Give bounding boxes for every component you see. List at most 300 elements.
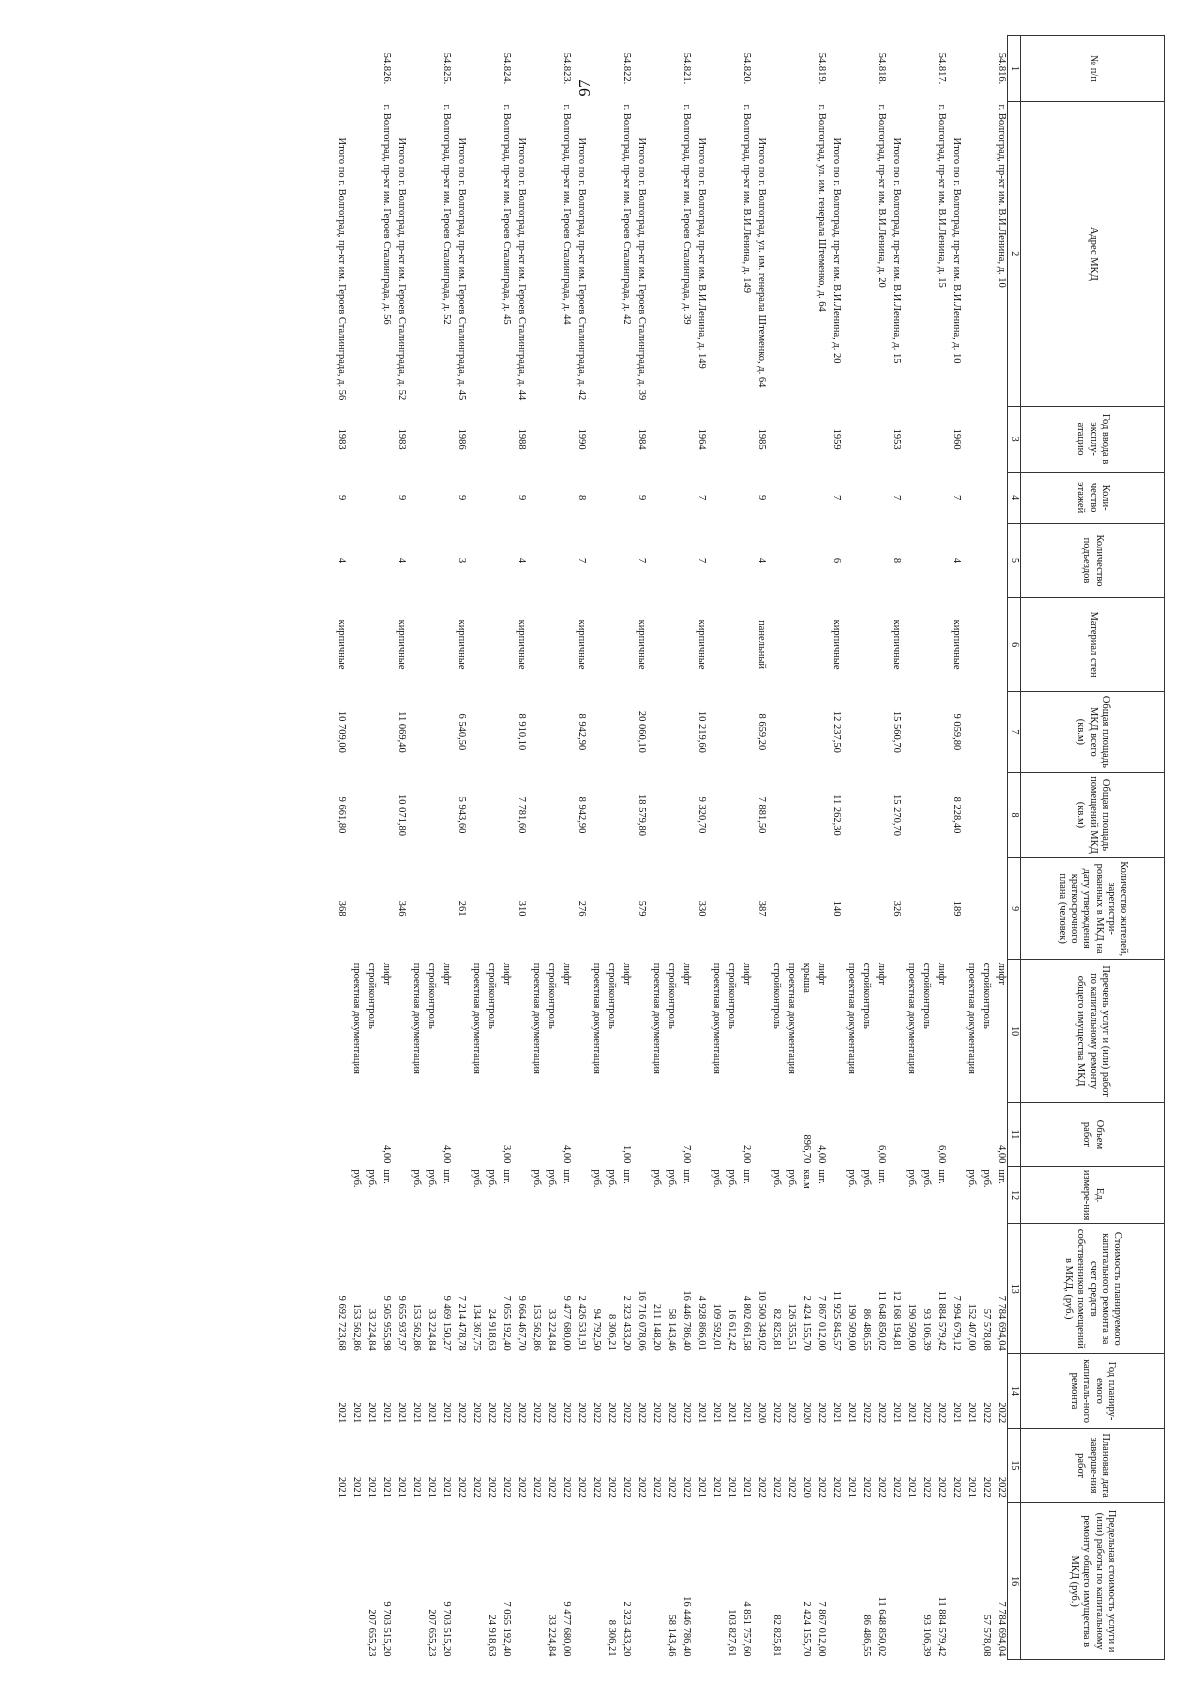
cost-cell: 7 055 192,40: [501, 1295, 512, 1351]
address-cell: г. Волгоград, пр-кт им. Героев Сталинграда, д. 44: [561, 104, 572, 325]
work-type-cell: [332, 960, 347, 1103]
completion-year-cell: 2022: [636, 1476, 647, 1498]
table-row: [842, 36, 857, 1660]
table-row: [662, 36, 677, 1660]
row-number: [332, 36, 347, 102]
work-type-cell: стройконтроль: [666, 962, 677, 1029]
row-number: [647, 36, 662, 102]
completion-year-cell: 2022: [456, 1476, 467, 1498]
limit-cost-cell: 9 703 515,20: [381, 1601, 392, 1657]
unit-cell: руб.: [426, 1169, 437, 1188]
address-cell: [482, 102, 497, 407]
completion-year-cell: 2021: [411, 1476, 422, 1498]
limit-cost-cell: [632, 1503, 647, 1660]
completion-year-cell: 2020: [801, 1476, 812, 1498]
limit-cost-cell: 7 867 012,00: [816, 1601, 827, 1657]
completion-year-cell: 2021: [726, 1476, 737, 1498]
table-total-row: [332, 36, 347, 1660]
premises-area-cell: 10 071,80: [396, 793, 407, 836]
entrances-cell: [662, 523, 677, 598]
unit-cell: шт.: [441, 1169, 452, 1184]
wall-material-cell: [677, 598, 692, 692]
cost-cell: 7 784 694,04: [996, 1295, 1007, 1351]
entrances-cell: 7: [636, 557, 647, 564]
limit-cost-cell: [527, 1503, 542, 1660]
column-number: 15: [1008, 1428, 1021, 1503]
total-area-cell: 12 237,50: [831, 710, 842, 753]
floors-cell: [842, 472, 857, 523]
residents-cell: [527, 858, 542, 960]
entrances-cell: 4: [951, 557, 962, 564]
floors-cell: [347, 472, 362, 523]
premises-area-cell: [662, 772, 677, 857]
residents-cell: [992, 858, 1008, 960]
floors-cell: [467, 472, 482, 523]
work-volume-cell: 2,00: [741, 1144, 752, 1164]
year-cell: [467, 406, 482, 472]
year-cell: [902, 406, 917, 472]
unit-cell: руб.: [771, 1169, 782, 1188]
cost-cell: 16 612,42: [726, 1308, 737, 1351]
repair-year-cell: 2022: [636, 1402, 647, 1424]
address-cell: [797, 102, 812, 407]
work-volume-cell: [662, 1102, 677, 1166]
limit-cost-cell: 24 918,63: [486, 1614, 497, 1657]
cost-cell: 2 424 155,70: [801, 1295, 812, 1351]
work-type-cell: проектная документация: [411, 962, 422, 1074]
cost-cell: 24 918,63: [486, 1308, 497, 1351]
row-number: [512, 36, 527, 102]
year-cell: 1983: [396, 428, 407, 450]
table-row: [422, 36, 437, 1660]
repair-year-cell: 2022: [681, 1402, 692, 1424]
work-volume-cell: 7,00: [681, 1144, 692, 1164]
premises-area-cell: [812, 772, 827, 857]
unit-cell: шт.: [381, 1169, 392, 1184]
row-number: 54.823.: [561, 52, 572, 85]
work-volume-cell: [392, 1102, 407, 1166]
address-cell: [917, 102, 932, 407]
completion-year-cell: 2021: [966, 1476, 977, 1498]
year-cell: [377, 406, 392, 472]
row-number: [782, 36, 797, 102]
address-cell: [362, 102, 377, 407]
floors-cell: 7: [831, 495, 842, 501]
cost-cell: 16 446 786,40: [681, 1290, 692, 1351]
limit-cost-cell: [707, 1503, 722, 1660]
completion-year-cell: 2022: [621, 1476, 632, 1498]
row-number: 54.825.: [441, 52, 452, 85]
limit-cost-cell: [842, 1503, 857, 1660]
table-row: [902, 36, 917, 1660]
total-area-cell: [617, 691, 632, 772]
work-volume-cell: [842, 1102, 857, 1166]
work-volume-cell: [347, 1102, 362, 1166]
residents-cell: [842, 858, 857, 960]
year-cell: [677, 406, 692, 472]
entrances-cell: [347, 523, 362, 598]
entrances-cell: [782, 523, 797, 598]
table-row: [437, 36, 452, 1660]
total-area-cell: [812, 691, 827, 772]
work-type-cell: [887, 960, 902, 1103]
cost-cell: 8 306,21: [606, 1314, 617, 1351]
unit-cell: [632, 1166, 647, 1224]
repair-year-cell: 2022: [501, 1402, 512, 1424]
total-area-cell: 8 659,20: [756, 713, 767, 751]
limit-cost-cell: 82 825,81: [771, 1614, 782, 1657]
year-cell: [422, 406, 437, 472]
row-number: [572, 36, 587, 102]
floors-cell: [602, 472, 617, 523]
cost-cell: 11 884 579,42: [936, 1290, 947, 1351]
unit-cell: руб.: [921, 1169, 932, 1188]
work-volume-cell: [587, 1102, 602, 1166]
header-cell: Перечень услуг и (или) работ по капитальному ремонту общего имущества МКД: [1021, 960, 1165, 1103]
residents-cell: [467, 858, 482, 960]
table-row: [797, 36, 812, 1660]
year-cell: [962, 406, 977, 472]
unit-cell: шт.: [681, 1169, 692, 1184]
work-volume-cell: [632, 1102, 647, 1166]
total-area-cell: [767, 691, 782, 772]
residents-cell: [347, 858, 362, 960]
work-type-cell: лифт: [741, 962, 752, 986]
address-cell: г. Волгоград, пр-кт им. Героев Сталинграда, д. 45: [501, 104, 512, 325]
total-area-cell: [377, 691, 392, 772]
wall-material-cell: кирпичные: [516, 619, 527, 670]
limit-cost-cell: [782, 1503, 797, 1660]
completion-year-cell: 2022: [591, 1476, 602, 1498]
floors-cell: 9: [396, 495, 407, 501]
residents-cell: 330: [696, 900, 707, 917]
address-cell: Итого по г. Волгоград, пр-кт им. Героев Сталинграда, д. 52: [396, 137, 407, 401]
address-cell: Итого по г. Волгоград, ул. им. генерала Штеменко, д. 64: [756, 137, 767, 388]
work-type-cell: лифт: [561, 962, 572, 986]
work-type-cell: лифт: [621, 962, 632, 986]
unit-cell: руб.: [906, 1169, 917, 1188]
work-volume-cell: [722, 1102, 737, 1166]
wall-material-cell: [497, 598, 512, 692]
table-total-row: [692, 36, 707, 1660]
unit-cell: [752, 1166, 767, 1224]
total-area-cell: [437, 691, 452, 772]
entrances-cell: [707, 523, 722, 598]
repair-year-cell: 2021: [441, 1402, 452, 1424]
wall-material-cell: [872, 598, 887, 692]
residents-cell: 346: [396, 900, 407, 917]
year-cell: [542, 406, 557, 472]
cost-cell: 152 407,00: [966, 1303, 977, 1351]
cost-cell: 11 925 845,57: [831, 1290, 842, 1351]
work-volume-cell: [917, 1102, 932, 1166]
floors-cell: [407, 472, 422, 523]
entrances-cell: [722, 523, 737, 598]
residents-cell: 326: [891, 900, 902, 917]
wall-material-cell: кирпичные: [576, 619, 587, 670]
total-area-cell: 10 709,00: [336, 710, 347, 753]
row-number: [692, 36, 707, 102]
wall-material-cell: [542, 598, 557, 692]
table-total-row: [632, 36, 647, 1660]
residents-cell: [437, 858, 452, 960]
address-cell: Итого по г. Волгоград, пр-кт им. Героев Сталинграда, д. 56: [336, 137, 347, 401]
premises-area-cell: 8 228,40: [951, 796, 962, 834]
address-cell: [422, 102, 437, 407]
work-type-cell: проектная документация: [591, 962, 602, 1074]
total-area-cell: [797, 691, 812, 772]
premises-area-cell: [737, 772, 752, 857]
wall-material-cell: кирпичные: [696, 619, 707, 670]
unit-cell: [692, 1166, 707, 1224]
entrances-cell: [932, 523, 947, 598]
table-row: [602, 36, 617, 1660]
entrances-cell: [677, 523, 692, 598]
wall-material-cell: [857, 598, 872, 692]
residents-cell: [962, 858, 977, 960]
unit-cell: руб.: [786, 1169, 797, 1188]
unit-cell: шт.: [936, 1169, 947, 1184]
completion-year-cell: 2021: [351, 1476, 362, 1498]
row-number: [407, 36, 422, 102]
row-number: [452, 36, 467, 102]
completion-year-cell: 2022: [681, 1476, 692, 1498]
entrances-cell: 7: [696, 557, 707, 564]
premises-area-cell: [347, 772, 362, 857]
floors-cell: 8: [576, 495, 587, 501]
work-volume-cell: 4,00: [816, 1144, 827, 1164]
cost-cell: 9 655 937,97: [396, 1295, 407, 1351]
work-volume-cell: [887, 1102, 902, 1166]
entrances-cell: [902, 523, 917, 598]
work-volume-cell: [542, 1102, 557, 1166]
completion-year-cell: 2022: [486, 1476, 497, 1498]
address-cell: г. Волгоград, пр-кт им. Героев Сталинграда, д. 39: [681, 104, 692, 325]
address-cell: г. Волгоград, пр-кт им. В.И.Ленина, д. 149: [741, 104, 752, 294]
table-row: [482, 36, 497, 1660]
total-area-cell: [782, 691, 797, 772]
work-type-cell: лифт: [816, 962, 827, 986]
repair-year-cell: 2022: [651, 1402, 662, 1424]
row-number: [362, 36, 377, 102]
repair-year-cell: 2022: [996, 1402, 1007, 1424]
floors-cell: 9: [516, 495, 527, 501]
repair-year-cell: 2021: [846, 1402, 857, 1424]
premises-area-cell: [992, 772, 1008, 857]
column-number: 4: [1008, 472, 1021, 523]
total-area-cell: [587, 691, 602, 772]
year-cell: [722, 406, 737, 472]
repair-year-cell: 2022: [456, 1402, 467, 1424]
row-number: [977, 36, 992, 102]
column-number: 6: [1008, 598, 1021, 692]
work-type-cell: лифт: [381, 962, 392, 986]
entrances-cell: [587, 523, 602, 598]
repair-year-cell: 2022: [981, 1402, 992, 1424]
residents-cell: [362, 858, 377, 960]
repair-year-cell: 2022: [861, 1402, 872, 1424]
cost-cell: 153 562,86: [531, 1303, 542, 1351]
entrances-cell: [992, 523, 1008, 598]
address-cell: [977, 102, 992, 407]
column-number: 14: [1008, 1354, 1021, 1429]
row-number: [602, 36, 617, 102]
unit-cell: шт.: [741, 1169, 752, 1184]
work-volume-cell: [407, 1102, 422, 1166]
header-cell: Общая площадь помещений МКД (кв.м): [1021, 772, 1165, 857]
year-cell: [977, 406, 992, 472]
cost-cell: 190 509,00: [906, 1303, 917, 1351]
header-cell: Коли-чество этажей: [1021, 472, 1165, 523]
entrances-cell: [857, 523, 872, 598]
total-area-cell: [737, 691, 752, 772]
repair-year-cell: 2022: [531, 1402, 542, 1424]
work-volume-cell: [752, 1102, 767, 1166]
repair-year-cell: 2022: [786, 1402, 797, 1424]
address-cell: Итого по г. Волгоград, пр-кт им. В.И.Ленина, д. 15: [891, 137, 902, 364]
entrances-cell: [422, 523, 437, 598]
entrances-cell: [482, 523, 497, 598]
repair-year-cell: 2021: [351, 1402, 362, 1424]
completion-year-cell: 2021: [396, 1476, 407, 1498]
header-cell: Стоимость планируемого капитального ремонта за счет средств собственников помещений в МКД, (руб.): [1021, 1224, 1165, 1354]
unit-cell: [512, 1166, 527, 1224]
limit-cost-cell: [392, 1503, 407, 1660]
row-number: [422, 36, 437, 102]
floors-cell: [422, 472, 437, 523]
premises-area-cell: [767, 772, 782, 857]
work-volume-cell: [467, 1102, 482, 1166]
unit-cell: шт.: [621, 1169, 632, 1184]
work-volume-cell: 1,00: [621, 1144, 632, 1164]
unit-cell: шт.: [561, 1169, 572, 1184]
premises-area-cell: [842, 772, 857, 857]
completion-year-cell: 2022: [891, 1476, 902, 1498]
year-cell: 1964: [696, 428, 707, 450]
unit-cell: руб.: [531, 1169, 542, 1188]
completion-year-cell: 2022: [546, 1476, 557, 1498]
row-number: 54.822.: [621, 52, 632, 85]
unit-cell: руб.: [606, 1169, 617, 1188]
address-cell: [782, 102, 797, 407]
entrances-cell: [797, 523, 812, 598]
limit-cost-cell: [467, 1503, 482, 1660]
row-number: [347, 36, 362, 102]
residents-cell: [617, 858, 632, 960]
completion-year-cell: 2021: [426, 1476, 437, 1498]
wall-material-cell: панельный: [756, 620, 767, 670]
work-volume-cell: [512, 1102, 527, 1166]
residents-cell: [497, 858, 512, 960]
premises-area-cell: [557, 772, 572, 857]
year-cell: 1983: [336, 428, 347, 450]
work-volume-cell: 6,00: [936, 1144, 947, 1164]
row-number: [662, 36, 677, 102]
repair-year-cell: 2022: [576, 1402, 587, 1424]
floors-cell: [737, 472, 752, 523]
premises-area-cell: 7 881,50: [756, 796, 767, 834]
repair-year-cell: 2021: [366, 1402, 377, 1424]
entrances-cell: [617, 523, 632, 598]
floors-cell: [707, 472, 722, 523]
limit-cost-cell: [572, 1503, 587, 1660]
table-row: [407, 36, 422, 1660]
header-cell: Плановая дата заверше-ния работ: [1021, 1428, 1165, 1503]
floors-cell: [857, 472, 872, 523]
row-number: [917, 36, 932, 102]
limit-cost-cell: 2 424 155,70: [801, 1601, 812, 1657]
cost-cell: 12 168 194,81: [891, 1290, 902, 1351]
year-cell: [527, 406, 542, 472]
row-number: [587, 36, 602, 102]
table-total-row: [512, 36, 527, 1660]
row-number: 54.817.: [936, 52, 947, 85]
premises-area-cell: [782, 772, 797, 857]
wall-material-cell: [917, 598, 932, 692]
wall-material-cell: [992, 598, 1008, 692]
residents-cell: 579: [636, 900, 647, 917]
entrances-cell: [977, 523, 992, 598]
unit-cell: руб.: [861, 1169, 872, 1188]
unit-cell: руб.: [486, 1169, 497, 1188]
wall-material-cell: кирпичные: [456, 619, 467, 670]
row-number: [887, 36, 902, 102]
year-cell: [842, 406, 857, 472]
work-type-cell: лифт: [441, 962, 452, 986]
cost-cell: 57 578,08: [981, 1308, 992, 1351]
table-row: [497, 36, 512, 1660]
completion-year-cell: 2022: [861, 1476, 872, 1498]
work-volume-cell: [962, 1102, 977, 1166]
total-area-cell: [932, 691, 947, 772]
work-type-cell: [512, 960, 527, 1103]
unit-cell: руб.: [366, 1169, 377, 1188]
cost-cell: 82 825,81: [771, 1308, 782, 1351]
header-cell: Материал стен: [1021, 598, 1165, 692]
unit-cell: руб.: [651, 1169, 662, 1188]
total-area-cell: [902, 691, 917, 772]
column-number: 11: [1008, 1102, 1021, 1166]
cost-cell: 9 469 150,27: [441, 1295, 452, 1351]
premises-area-cell: 7 781,60: [516, 796, 527, 834]
table-row: [812, 36, 827, 1660]
cost-cell: 94 792,50: [591, 1308, 602, 1351]
cost-cell: 4 928 866,01: [696, 1295, 707, 1351]
wall-material-cell: [407, 598, 422, 692]
total-area-cell: [917, 691, 932, 772]
row-number: [707, 36, 722, 102]
floors-cell: 9: [636, 495, 647, 501]
residents-cell: [797, 858, 812, 960]
work-type-cell: крыша: [801, 962, 812, 993]
year-cell: [782, 406, 797, 472]
address-cell: [767, 102, 782, 407]
residents-cell: [602, 858, 617, 960]
unit-cell: [887, 1166, 902, 1224]
work-type-cell: лифт: [876, 962, 887, 986]
total-area-cell: [722, 691, 737, 772]
address-cell: Итого по г. Волгоград, пр-кт им. Героев Сталинграда, д. 39: [636, 137, 647, 401]
limit-cost-cell: 7 055 192,40: [501, 1601, 512, 1657]
floors-cell: [587, 472, 602, 523]
row-number: [752, 36, 767, 102]
premises-area-cell: [467, 772, 482, 857]
row-number: [962, 36, 977, 102]
row-number: [392, 36, 407, 102]
unit-cell: руб.: [351, 1169, 362, 1188]
completion-year-cell: 2022: [666, 1476, 677, 1498]
table-row: [722, 36, 737, 1660]
